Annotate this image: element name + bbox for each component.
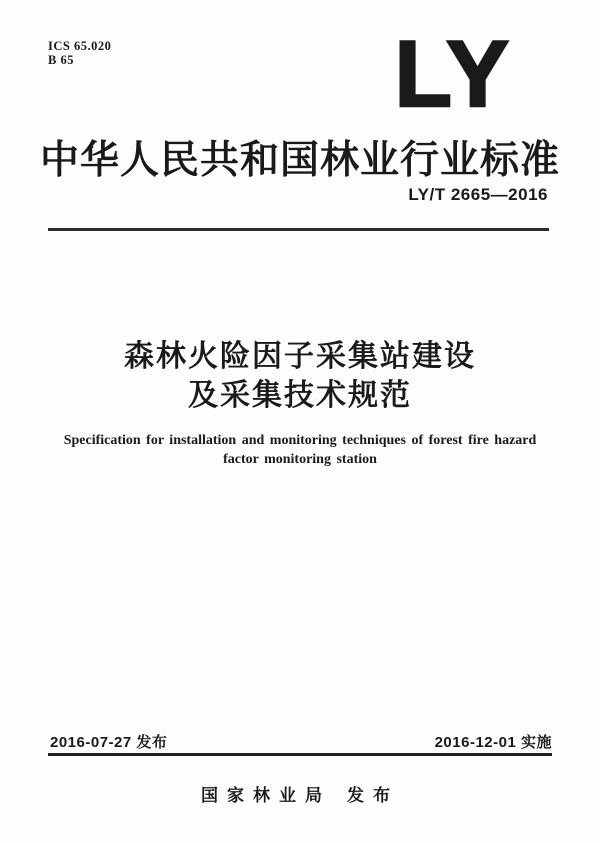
title-en-line-2: factor monitoring station <box>223 452 377 467</box>
title-cn-line-1: 森林火险因子采集站建设 <box>124 340 476 373</box>
title-en-line-1: Specification for installation and monitoring techniques of forest fire hazard <box>63 433 537 448</box>
ly-logo: LY <box>394 21 512 126</box>
publisher-name: 国家林业局 <box>201 786 331 805</box>
title-cn-line-2: 及采集技术规范 <box>188 379 412 412</box>
standard-body-title: 中华人民共和国林业行业标准 <box>39 139 560 182</box>
dates-row <box>50 731 552 752</box>
classification-code: B 65 <box>48 53 74 67</box>
standard-number: LY/T 2665—2016 <box>408 185 548 204</box>
document-title-en <box>0 431 600 469</box>
ics-code: ICS 65.020 <box>48 39 112 53</box>
ics-block <box>48 39 111 67</box>
publisher-line <box>0 781 600 806</box>
footer-rule <box>48 753 552 756</box>
header-rule <box>48 228 549 231</box>
publisher-action: 发布 <box>347 786 399 805</box>
document-title-cn <box>0 337 600 415</box>
issue-date: 2016-07-27 发布 <box>50 734 168 751</box>
implement-date: 2016-12-01 实施 <box>434 734 552 751</box>
